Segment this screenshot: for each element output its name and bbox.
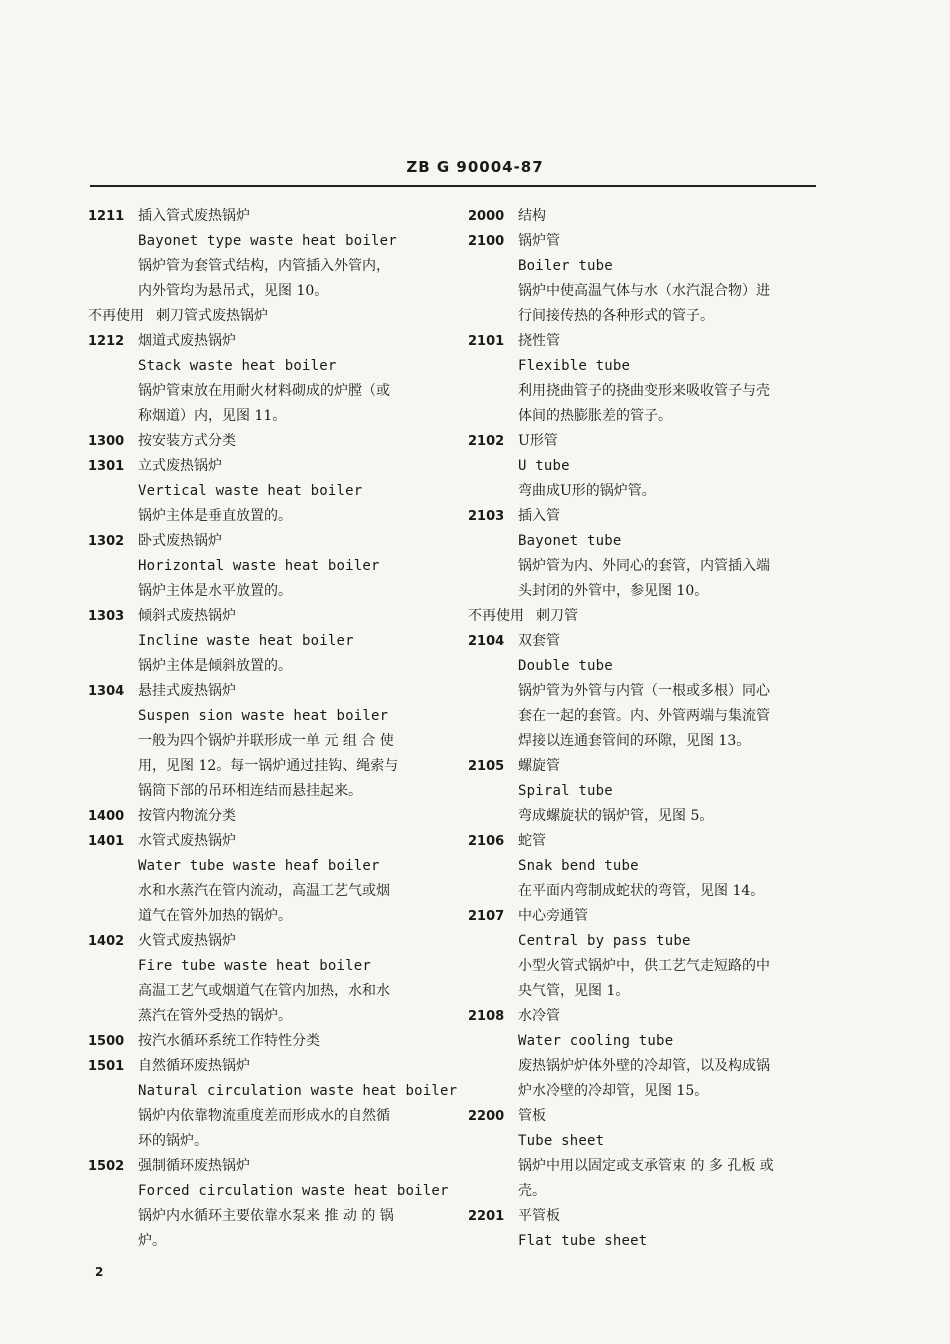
term-detail-row — [468, 404, 823, 429]
chinese-term: 烟道式废热锅炉 — [138, 333, 236, 349]
definition-text: 锅炉主体是垂直放置的。 — [138, 508, 292, 524]
term-detail-row — [88, 729, 448, 754]
definition-text: 锅炉中使高温气体与水（水汽混合物）进 — [518, 283, 770, 299]
term-number: 2105 — [468, 759, 505, 774]
chinese-term: 刺刀管 — [536, 608, 578, 624]
term-entry-row — [88, 604, 448, 629]
term-detail-row — [88, 479, 448, 504]
definition-text: 锅炉内水循环主要依靠水泵来 推 动 的 锅 — [138, 1208, 394, 1224]
term-detail-row — [468, 529, 823, 554]
term-number — [88, 629, 138, 654]
term-detail-row — [88, 654, 448, 679]
term-detail-row — [468, 579, 823, 604]
term-number — [468, 1179, 518, 1204]
definition-text: 央气管，见图 1。 — [518, 983, 630, 999]
chinese-term: 按安装方式分类 — [138, 433, 236, 449]
term-entry-row — [468, 229, 823, 254]
definition-text: 套在一起的套管。内、外管两端与集流管 — [518, 708, 770, 724]
term-number: 1211 — [88, 209, 125, 224]
term-number — [468, 254, 518, 279]
term-detail-row — [468, 779, 823, 804]
term-number — [88, 1229, 138, 1254]
term-entry-row — [468, 504, 823, 529]
term-number — [468, 554, 518, 579]
term-number — [88, 954, 138, 979]
term-detail-row — [88, 1079, 458, 1104]
term-detail-row — [88, 229, 448, 254]
term-detail-row — [88, 754, 448, 779]
term-detail-row — [468, 929, 823, 954]
term-detail-row — [468, 1079, 823, 1104]
term-entry-row — [468, 629, 823, 654]
term-number — [88, 579, 138, 604]
term-number: 1400 — [88, 809, 125, 824]
term-detail-row — [468, 1029, 823, 1054]
english-term: Stack waste heat boiler — [138, 358, 337, 374]
term-detail-row — [88, 1204, 448, 1229]
definition-text: 锅筒下部的吊环相连结而悬挂起来。 — [138, 783, 362, 799]
term-number — [468, 879, 518, 904]
term-number: 2201 — [468, 1209, 505, 1224]
deprecated-term-row — [468, 604, 823, 629]
english-term: Natural circulation waste heat boiler — [138, 1083, 458, 1099]
page-number: 2 — [95, 1265, 104, 1279]
definition-text: 炉。 — [138, 1233, 166, 1249]
term-number — [468, 1229, 518, 1254]
term-number — [88, 779, 138, 804]
term-number — [468, 354, 518, 379]
term-entry-row — [88, 329, 448, 354]
english-term: Tube sheet — [518, 1133, 605, 1149]
term-detail-row — [88, 1004, 448, 1029]
term-entry-row — [88, 679, 448, 704]
term-number: 1301 — [88, 459, 125, 474]
term-detail-row — [88, 954, 448, 979]
definition-text: 蒸汽在管外受热的锅炉。 — [138, 1008, 292, 1024]
term-entry-row — [468, 754, 823, 779]
term-number — [468, 954, 518, 979]
english-term: Water cooling tube — [518, 1033, 674, 1049]
term-number — [88, 354, 138, 379]
english-term: Double tube — [518, 658, 613, 674]
term-detail-row — [468, 954, 823, 979]
term-detail-row — [468, 1229, 823, 1254]
term-number: 2200 — [468, 1109, 505, 1124]
deprecated-term-row — [88, 304, 448, 329]
term-detail-row — [88, 279, 448, 304]
chinese-term: 蛇管 — [518, 833, 546, 849]
definition-text: 锅炉管为内、外同心的套管，内管插入端 — [518, 558, 770, 574]
term-number: 2108 — [468, 1009, 505, 1024]
term-number: 2103 — [468, 509, 505, 524]
definition-text: 弯成螺旋状的锅炉管，见图 5。 — [518, 808, 714, 824]
chinese-term: 挠性管 — [518, 333, 560, 349]
english-term: Bayonet tube — [518, 533, 622, 549]
definition-text: 弯曲成U形的锅炉管。 — [518, 483, 656, 499]
term-detail-row — [468, 479, 823, 504]
term-detail-row — [468, 1154, 823, 1179]
english-term: U tube — [518, 458, 570, 474]
term-entry-row — [88, 454, 448, 479]
term-detail-row — [88, 354, 448, 379]
term-entry-row — [88, 204, 448, 229]
definition-text: 废热锅炉炉体外壁的冷却管，以及构成锅 — [518, 1058, 770, 1074]
term-number — [88, 1104, 138, 1129]
term-detail-row — [88, 704, 448, 729]
term-number — [88, 1129, 138, 1154]
chinese-term: 双套管 — [518, 633, 560, 649]
term-detail-row — [88, 404, 448, 429]
term-detail-row — [468, 379, 823, 404]
term-detail-row — [468, 879, 823, 904]
term-number: 1300 — [88, 434, 125, 449]
definition-text: 水和水蒸汽在管内流动，高温工艺气或烟 — [138, 883, 390, 899]
term-number: 1304 — [88, 684, 125, 699]
definition-text: 锅炉管为外管与内管（一根或多根）同心 — [518, 683, 770, 699]
term-number: 1401 — [88, 834, 125, 849]
term-number — [88, 1004, 138, 1029]
chinese-term: 强制循环废热锅炉 — [138, 1158, 250, 1174]
definition-text: 锅炉管束放在用耐火材料砌成的炉膛（或 — [138, 383, 390, 399]
chinese-term: 平管板 — [518, 1208, 560, 1224]
term-number — [88, 654, 138, 679]
term-number: 2106 — [468, 834, 505, 849]
term-entry-row — [468, 829, 823, 854]
english-term: Spiral tube — [518, 783, 613, 799]
term-number — [468, 379, 518, 404]
definition-text: 一般为四个锅炉并联形成一单 元 组 合 使 — [138, 733, 394, 749]
chinese-term: 立式废热锅炉 — [138, 458, 222, 474]
chinese-term: 水管式废热锅炉 — [138, 833, 236, 849]
term-number — [88, 1204, 138, 1229]
term-number: 2107 — [468, 909, 505, 924]
term-detail-row — [88, 1104, 448, 1129]
definition-text: 称烟道）内，见图 11。 — [138, 408, 287, 424]
english-term: Water tube waste heaf boiler — [138, 858, 380, 874]
term-number — [88, 404, 138, 429]
term-number — [88, 379, 138, 404]
term-entry-row — [468, 329, 823, 354]
term-number: 2102 — [468, 434, 505, 449]
term-number — [468, 454, 518, 479]
definition-text: 锅炉内依靠物流重度差而形成水的自然循 — [138, 1108, 390, 1124]
term-number — [468, 479, 518, 504]
term-number — [468, 279, 518, 304]
term-detail-row — [88, 979, 448, 1004]
term-number — [88, 879, 138, 904]
definition-text: 在平面内弯制成蛇状的弯管，见图 14。 — [518, 883, 765, 899]
english-term: Horizontal waste heat boiler — [138, 558, 380, 574]
chinese-term: 管板 — [518, 1108, 546, 1124]
term-entry-row — [88, 1154, 448, 1179]
term-detail-row — [468, 279, 823, 304]
term-number — [468, 929, 518, 954]
term-detail-row — [468, 254, 823, 279]
term-number — [88, 904, 138, 929]
chinese-term: 插入管式废热锅炉 — [138, 208, 250, 224]
term-number: 1500 — [88, 1034, 125, 1049]
standard-code-header: ZB G 90004-87 — [406, 158, 544, 176]
chinese-term: U形管 — [518, 433, 558, 449]
term-entry-row — [468, 904, 823, 929]
term-number — [468, 1029, 518, 1054]
term-detail-row — [468, 854, 823, 879]
term-detail-row — [88, 854, 448, 879]
term-number — [468, 979, 518, 1004]
term-entry-row — [468, 204, 823, 229]
term-detail-row — [468, 804, 823, 829]
english-term: Incline waste heat boiler — [138, 633, 354, 649]
chinese-term: 锅炉管 — [518, 233, 560, 249]
english-term: Bayonet type waste heat boiler — [138, 233, 397, 249]
term-number: 2101 — [468, 334, 505, 349]
term-detail-row — [468, 679, 823, 704]
term-detail-row — [468, 1179, 823, 1204]
term-detail-row — [88, 1179, 448, 1204]
term-number — [88, 229, 138, 254]
term-detail-row — [468, 1129, 823, 1154]
term-number: 1501 — [88, 1059, 125, 1074]
term-number — [88, 554, 138, 579]
definition-text: 小型火管式锅炉中，供工艺气走短路的中 — [518, 958, 770, 974]
term-number: 2100 — [468, 234, 505, 249]
term-entry-row — [468, 1204, 823, 1229]
chinese-term: 插入管 — [518, 508, 560, 524]
definition-text: 内外管均为悬吊式，见图 10。 — [138, 283, 329, 299]
english-term: Flexible tube — [518, 358, 631, 374]
term-entry-row — [88, 804, 448, 829]
term-detail-row — [88, 504, 448, 529]
term-number — [468, 704, 518, 729]
header-rule — [90, 185, 816, 187]
term-number — [88, 504, 138, 529]
term-detail-row — [88, 1229, 448, 1254]
term-detail-row — [88, 629, 448, 654]
term-entry-row — [468, 1004, 823, 1029]
english-term: Snak bend tube — [518, 858, 639, 874]
definition-text: 炉水冷壁的冷却管，见图 15。 — [518, 1083, 709, 1099]
term-number — [88, 754, 138, 779]
term-detail-row — [468, 979, 823, 1004]
definition-text: 锅炉管为套管式结构，内管插入外管内， — [138, 258, 390, 274]
definition-text: 用，见图 12。每一锅炉通过挂钩、绳索与 — [138, 758, 399, 774]
chinese-term: 中心旁通管 — [518, 908, 588, 924]
term-detail-row — [468, 704, 823, 729]
term-detail-row — [88, 779, 448, 804]
term-number: 2104 — [468, 634, 505, 649]
term-number — [468, 654, 518, 679]
term-detail-row — [88, 879, 448, 904]
definition-text: 环的锅炉。 — [138, 1133, 208, 1149]
english-term: Fire tube waste heat boiler — [138, 958, 371, 974]
term-detail-row — [88, 1129, 448, 1154]
definition-text: 锅炉主体是倾斜放置的。 — [138, 658, 292, 674]
term-number: 1402 — [88, 934, 125, 949]
term-number — [468, 529, 518, 554]
term-detail-row — [468, 1054, 823, 1079]
definition-text: 利用挠曲管子的挠曲变形来吸收管子与壳 — [518, 383, 770, 399]
term-entry-row — [88, 929, 448, 954]
chinese-term: 水冷管 — [518, 1008, 560, 1024]
definition-text: 焊接以连通套管间的环隙，见图 13。 — [518, 733, 751, 749]
term-entry-row — [88, 1029, 448, 1054]
term-number — [88, 979, 138, 1004]
left-column — [88, 204, 458, 1254]
chinese-term: 按汽水循环系统工作特性分类 — [138, 1033, 320, 1049]
term-number: 1303 — [88, 609, 125, 624]
term-number — [88, 254, 138, 279]
deprecated-label: 不再使用 — [88, 308, 144, 324]
chinese-term: 卧式废热锅炉 — [138, 533, 222, 549]
term-detail-row — [468, 554, 823, 579]
term-number — [88, 1179, 138, 1204]
term-number: 1302 — [88, 534, 125, 549]
definition-text: 高温工艺气或烟道气在管内加热，水和水 — [138, 983, 390, 999]
english-term: Boiler tube — [518, 258, 613, 274]
term-detail-row — [468, 729, 823, 754]
term-detail-row — [468, 654, 823, 679]
chinese-term: 悬挂式废热锅炉 — [138, 683, 236, 699]
term-number — [468, 779, 518, 804]
term-detail-row — [88, 254, 448, 279]
definition-text: 行间接传热的各种形式的管子。 — [518, 308, 714, 324]
chinese-term: 螺旋管 — [518, 758, 560, 774]
term-number — [468, 579, 518, 604]
term-detail-row — [88, 379, 448, 404]
term-number — [88, 279, 138, 304]
definition-text: 锅炉中用以固定或支承管束 的 多 孔板 或 — [518, 1158, 774, 1174]
chinese-term: 按管内物流分类 — [138, 808, 236, 824]
term-detail-row — [88, 579, 448, 604]
term-detail-row — [88, 904, 448, 929]
definition-text: 道气在管外加热的锅炉。 — [138, 908, 292, 924]
term-number — [88, 1079, 138, 1104]
english-term: Vertical waste heat boiler — [138, 483, 363, 499]
term-number — [468, 1054, 518, 1079]
english-term: Suspen sion waste heat boiler — [138, 708, 389, 724]
term-number: 1502 — [88, 1159, 125, 1174]
term-number — [468, 304, 518, 329]
term-detail-row — [468, 354, 823, 379]
term-number — [88, 704, 138, 729]
term-number — [468, 1129, 518, 1154]
term-entry-row — [88, 829, 448, 854]
english-term: Forced circulation waste heat boiler — [138, 1183, 449, 1199]
term-detail-row — [88, 554, 448, 579]
definition-text: 壳。 — [518, 1183, 546, 1199]
chinese-term: 结构 — [518, 208, 546, 224]
definition-text: 头封闭的外管中，参见图 10。 — [518, 583, 709, 599]
term-entry-row — [88, 429, 448, 454]
chinese-term: 刺刀管式废热锅炉 — [156, 308, 268, 324]
term-number — [468, 679, 518, 704]
term-number — [468, 729, 518, 754]
term-number — [468, 804, 518, 829]
term-detail-row — [468, 454, 823, 479]
term-number: 2000 — [468, 209, 505, 224]
term-entry-row — [468, 429, 823, 454]
right-column — [468, 204, 823, 1254]
chinese-term: 倾斜式废热锅炉 — [138, 608, 236, 624]
definition-text: 锅炉主体是水平放置的。 — [138, 583, 292, 599]
chinese-term: 自然循环废热锅炉 — [138, 1058, 250, 1074]
deprecated-label: 不再使用 — [468, 608, 524, 624]
term-entry-row — [88, 529, 448, 554]
term-number: 1212 — [88, 334, 125, 349]
term-number — [468, 1079, 518, 1104]
term-entry-row — [468, 1104, 823, 1129]
term-entry-row — [88, 1054, 448, 1079]
definition-text: 体间的热膨胀差的管子。 — [518, 408, 672, 424]
term-number — [88, 479, 138, 504]
term-number — [88, 729, 138, 754]
term-number — [468, 404, 518, 429]
english-term: Flat tube sheet — [518, 1233, 648, 1249]
term-detail-row — [468, 304, 823, 329]
chinese-term: 火管式废热锅炉 — [138, 933, 236, 949]
term-number — [468, 854, 518, 879]
term-number — [88, 854, 138, 879]
term-number — [468, 1154, 518, 1179]
english-term: Central by pass tube — [518, 933, 691, 949]
